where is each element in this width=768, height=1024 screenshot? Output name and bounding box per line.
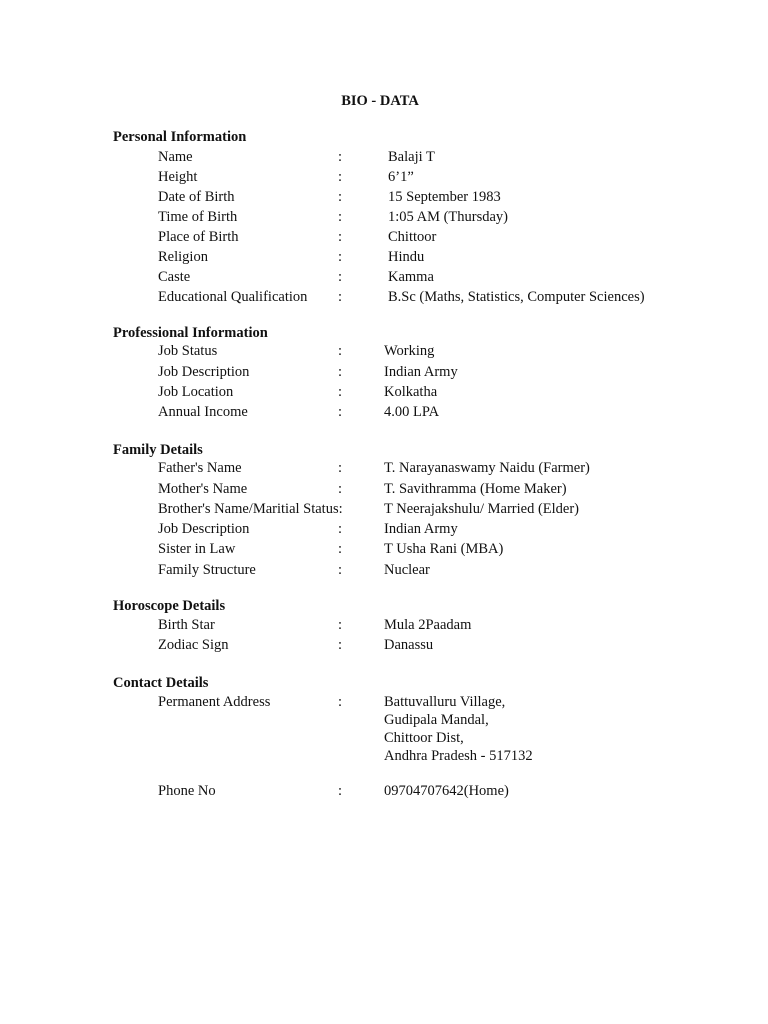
field-separator: : <box>338 404 343 420</box>
field-label: Phone No <box>158 783 216 799</box>
field-row-job-description <box>0 364 768 382</box>
field-row-sister-in-law <box>0 541 768 559</box>
field-label: Height <box>158 169 198 185</box>
field-label: Religion <box>158 249 208 265</box>
field-value: T Neerajakshulu/ Married (Elder) <box>384 501 579 517</box>
field-separator: : <box>338 229 343 245</box>
field-value: 4.00 LPA <box>384 404 440 420</box>
field-separator: : <box>338 189 343 205</box>
field-value: Kamma <box>388 269 434 285</box>
field-value: T. Savithramma (Home Maker) <box>384 481 567 497</box>
field-value: 6’1” <box>388 169 414 185</box>
field-label: Job Location <box>158 384 234 400</box>
field-value: Indian Army <box>384 364 458 380</box>
field-value: Indian Army <box>384 521 458 537</box>
field-value: 15 September 1983 <box>388 189 501 205</box>
section-heading-personal: Personal Information <box>113 129 247 145</box>
field-label: Zodiac Sign <box>158 637 229 653</box>
field-separator: : <box>338 521 343 537</box>
field-separator: : <box>338 460 343 476</box>
document-title: BIO - DATA <box>341 93 419 109</box>
field-row-religion <box>0 249 768 267</box>
field-separator: : <box>338 289 343 305</box>
address-line: Chittoor Dist, <box>384 730 464 746</box>
field-separator: : <box>338 249 343 265</box>
field-separator: : <box>338 637 343 653</box>
field-value: Hindu <box>388 249 425 265</box>
field-row-date-of-birth <box>0 189 768 207</box>
field-row-job-status <box>0 343 768 361</box>
field-separator: : <box>338 149 343 165</box>
field-label: Caste <box>158 269 191 285</box>
field-value: Working <box>384 343 435 359</box>
field-row-time-of-birth <box>0 209 768 227</box>
field-row-father-name <box>0 460 768 478</box>
field-separator: : <box>338 269 343 285</box>
field-value: Kolkatha <box>384 384 438 400</box>
field-row-phone <box>0 783 768 801</box>
field-row-birth-star <box>0 617 768 635</box>
field-value: 09704707642(Home) <box>384 783 509 799</box>
field-label: Time of Birth <box>158 209 238 225</box>
field-row-job-location <box>0 384 768 402</box>
field-separator: : <box>338 783 343 799</box>
field-separator: : <box>338 562 343 578</box>
field-value: Danassu <box>384 637 434 653</box>
field-row-education <box>0 289 768 307</box>
field-value: Mula 2Paadam <box>384 617 472 633</box>
field-label: Annual Income <box>158 404 248 420</box>
field-row-annual-income <box>0 404 768 422</box>
field-label: Birth Star <box>158 617 215 633</box>
field-row-brother-job <box>0 521 768 539</box>
field-label: Job Description <box>158 364 250 380</box>
field-label: Job Status <box>158 343 218 359</box>
field-row-place-of-birth <box>0 229 768 247</box>
field-label: Educational Qualification <box>158 289 308 305</box>
field-value: Nuclear <box>384 562 430 578</box>
address-line: Battuvalluru Village, <box>384 694 506 710</box>
field-value: T. Narayanaswamy Naidu (Farmer) <box>384 460 590 476</box>
field-separator: : <box>338 694 343 710</box>
field-row-mother-name <box>0 481 768 499</box>
field-label: Brother's Name/Maritial Status: <box>158 501 343 517</box>
field-row-brother-name <box>0 501 768 519</box>
address-line: Gudipala Mandal, <box>384 712 489 728</box>
field-value: 1:05 AM (Thursday) <box>388 209 509 225</box>
field-separator: : <box>338 364 343 380</box>
field-row-height <box>0 169 768 187</box>
field-row-family-structure <box>0 562 768 580</box>
field-separator: : <box>338 209 343 225</box>
section-heading-professional: Professional Information <box>113 325 268 341</box>
section-heading-horoscope: Horoscope Details <box>113 598 226 614</box>
field-separator: : <box>338 343 343 359</box>
field-value: B.Sc (Maths, Statistics, Computer Sciences) <box>388 289 645 305</box>
field-separator: : <box>338 617 343 633</box>
field-label: Permanent Address <box>158 694 271 710</box>
field-label: Place of Birth <box>158 229 239 245</box>
address-line: Andhra Pradesh - 517132 <box>384 748 533 764</box>
section-heading-contact: Contact Details <box>113 675 209 691</box>
field-label: Father's Name <box>158 460 242 476</box>
field-label: Name <box>158 149 193 165</box>
field-label: Family Structure <box>158 562 256 578</box>
field-row-name <box>0 149 768 167</box>
field-value: Chittoor <box>388 229 437 245</box>
field-label: Mother's Name <box>158 481 248 497</box>
field-label: Sister in Law <box>158 541 236 557</box>
field-separator: : <box>338 169 343 185</box>
field-row-zodiac-sign <box>0 637 768 655</box>
field-separator: : <box>338 541 343 557</box>
field-value: T Usha Rani (MBA) <box>384 541 504 557</box>
field-label: Date of Birth <box>158 189 235 205</box>
field-separator: : <box>338 384 343 400</box>
field-value: Balaji T <box>388 149 435 165</box>
field-label: Job Description <box>158 521 250 537</box>
field-row-caste <box>0 269 768 287</box>
section-heading-family: Family Details <box>113 442 203 458</box>
field-separator: : <box>338 481 343 497</box>
